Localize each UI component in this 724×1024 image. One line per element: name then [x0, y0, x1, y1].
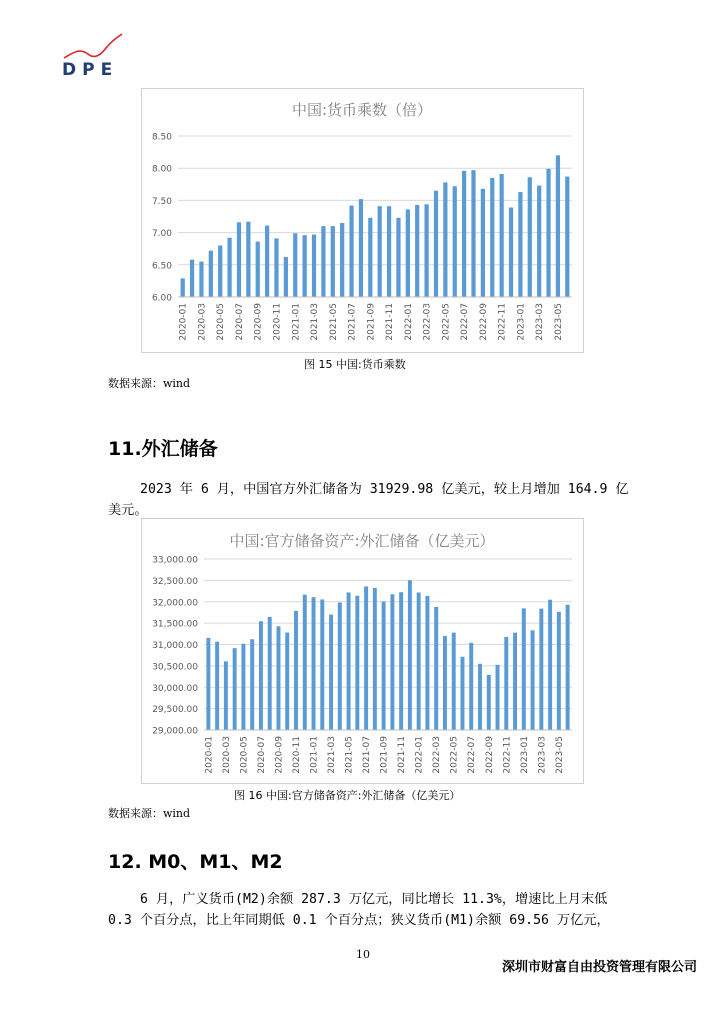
bar: [566, 605, 570, 730]
bar: [256, 242, 260, 297]
bar: [462, 171, 466, 297]
paragraph-line: 0.3 个百分点，比上年同期低 0.1 个百分点；狭义货币(M1)余额 69.56 万亿元，: [108, 913, 610, 928]
bar: [548, 600, 552, 730]
paragraph-line: 美元。: [108, 503, 148, 518]
chart-caption-15: 图 15 中国:货币乘数: [304, 358, 406, 371]
section-heading-forex: 11.外汇储备: [108, 438, 218, 460]
data-source-1: 数据来源：wind: [108, 377, 191, 390]
logo-text: DPE: [62, 60, 119, 80]
data-source-2: 数据来源：wind: [108, 807, 191, 820]
x-tick-label: 2023-03: [535, 303, 546, 341]
bar: [504, 637, 508, 730]
bar: [340, 223, 344, 297]
bar: [329, 615, 333, 730]
bar: [284, 257, 288, 297]
x-tick-label: 2023-05: [553, 303, 564, 341]
x-tick-label: 2022-07: [460, 303, 471, 341]
bar: [227, 238, 231, 297]
bar: [522, 608, 526, 730]
bar: [461, 657, 465, 730]
bar: [265, 226, 269, 297]
section-heading-money-supply: 12. M0、M1、M2: [108, 851, 283, 873]
paragraph-line: 2023 年 6 月，中国官方外汇储备为 31929.98 亿美元，较上月增加 164.9 亿: [140, 482, 629, 497]
y-tick-label: 6.50: [151, 261, 172, 272]
bar: [303, 595, 307, 730]
x-tick-label: 2020-11: [272, 303, 283, 341]
x-tick-label: 2021-07: [347, 303, 358, 341]
y-tick-label: 8.00: [151, 164, 172, 175]
bar: [557, 612, 561, 730]
y-tick-label: 33,000.00: [152, 555, 198, 566]
y-tick-label: 30,000.00: [152, 683, 198, 694]
x-tick-label: 2021-01: [309, 736, 320, 774]
bar: [539, 609, 543, 730]
x-tick-label: 2021-11: [385, 303, 396, 341]
bar: [246, 222, 250, 297]
x-tick-label: 2022-09: [484, 736, 495, 774]
y-tick-label: 29,000.00: [152, 726, 198, 737]
x-tick-label: 2022-11: [502, 736, 513, 774]
bar: [368, 218, 372, 297]
x-tick-label: 2020-07: [256, 736, 267, 774]
x-tick-label: 2022-05: [441, 303, 452, 341]
forex-reserves-chart: [141, 518, 584, 784]
bar: [528, 177, 532, 297]
x-tick-label: 2020-01: [178, 303, 189, 341]
bar: [390, 594, 394, 730]
x-tick-label: 2021-11: [397, 736, 408, 774]
bar: [215, 642, 219, 730]
bar: [359, 199, 363, 297]
bar: [565, 177, 569, 297]
y-tick-label: 7.50: [151, 196, 172, 207]
company-logo: [60, 30, 130, 80]
bar: [509, 207, 513, 297]
bar: [312, 235, 316, 297]
x-tick-label: 2022-03: [422, 303, 433, 341]
paragraph-line: 6 月，广义货币(M2)余额 287.3 万亿元，同比增长 11.3%，增速比上月末低: [140, 892, 608, 907]
x-tick-label: 2023-03: [537, 736, 548, 774]
bar: [190, 260, 194, 297]
x-tick-label: 2022-07: [467, 736, 478, 774]
bar: [531, 630, 535, 730]
bar: [312, 597, 316, 730]
y-tick-label: 29,500.00: [152, 705, 198, 716]
bar: [347, 592, 351, 730]
bar: [513, 633, 517, 730]
bar: [496, 665, 500, 730]
x-tick-label: 2020-07: [234, 303, 245, 341]
bar: [415, 205, 419, 297]
x-tick-label: 2021-09: [379, 736, 390, 774]
bar: [453, 186, 457, 297]
bar: [406, 209, 410, 297]
bar: [378, 206, 382, 297]
bar: [425, 596, 429, 730]
bar: [294, 611, 298, 730]
x-tick-label: 2022-09: [478, 303, 489, 341]
x-tick-label: 2022-11: [497, 303, 508, 341]
forex-reserves-chart-svg: [142, 519, 583, 783]
y-tick-label: 7.00: [151, 229, 172, 240]
bar: [399, 592, 403, 730]
bar: [268, 617, 272, 730]
y-tick-label: 31,500.00: [152, 619, 198, 630]
bar: [331, 226, 335, 297]
bar: [259, 621, 263, 730]
x-tick-label: 2020-03: [197, 303, 208, 341]
bar: [546, 169, 550, 297]
bar: [396, 218, 400, 297]
bar: [285, 633, 289, 730]
x-tick-label: 2022-01: [414, 736, 425, 774]
footer-company-name: 深圳市财富自由投资管理有限公司: [502, 960, 698, 975]
x-tick-label: 2021-05: [328, 303, 339, 341]
bar: [481, 189, 485, 297]
bar: [218, 245, 222, 297]
x-tick-label: 2020-01: [204, 736, 215, 774]
x-tick-label: 2023-05: [554, 736, 565, 774]
bar: [443, 182, 447, 297]
bar: [277, 626, 281, 730]
x-tick-label: 2021-07: [362, 736, 373, 774]
bar: [355, 596, 359, 730]
bar: [452, 633, 456, 730]
bar: [338, 603, 342, 730]
x-tick-label: 2021-03: [327, 736, 338, 774]
bar: [443, 636, 447, 730]
y-tick-label: 32,000.00: [152, 598, 198, 609]
bar: [373, 588, 377, 730]
x-tick-label: 2020-03: [221, 736, 232, 774]
x-tick-label: 2020-05: [216, 303, 227, 341]
bar: [434, 607, 438, 730]
x-tick-label: 2020-11: [292, 736, 302, 774]
y-tick-label: 8.50: [151, 132, 172, 143]
bar: [490, 178, 494, 297]
bar: [274, 238, 278, 297]
bar: [321, 226, 325, 297]
chart-title: 中国:官方储备资产:外汇储备（亿美元）: [229, 532, 495, 550]
bar: [224, 661, 228, 730]
bar: [199, 262, 203, 297]
bar: [206, 638, 210, 730]
bar: [537, 186, 541, 297]
bar: [487, 675, 491, 730]
bar: [471, 170, 475, 297]
bar: [237, 222, 241, 297]
bar: [209, 251, 213, 297]
bar: [556, 155, 560, 297]
bar: [518, 192, 522, 297]
bar: [500, 174, 504, 297]
bar: [349, 206, 353, 297]
bar: [434, 191, 438, 297]
x-tick-label: 2021-09: [366, 303, 377, 341]
bar: [181, 278, 185, 297]
money-multiplier-chart: [141, 88, 584, 353]
chart-title: 中国:货币乘数（倍）: [291, 101, 433, 119]
bar: [478, 664, 482, 730]
bar: [382, 601, 386, 730]
x-tick-label: 2023-01: [516, 303, 527, 341]
x-tick-label: 2020-05: [239, 736, 250, 774]
x-tick-label: 2021-03: [310, 303, 321, 341]
bar: [241, 644, 245, 730]
x-tick-label: 2022-05: [449, 736, 460, 774]
x-tick-label: 2021-05: [344, 736, 355, 774]
bar: [233, 648, 237, 730]
bar: [469, 643, 473, 730]
bar: [387, 206, 391, 297]
money-multiplier-chart-svg: [142, 89, 583, 352]
x-tick-label: 2022-03: [432, 736, 443, 774]
bar: [417, 593, 421, 730]
x-tick-label: 2020-09: [253, 303, 264, 341]
x-tick-label: 2022-01: [403, 303, 414, 341]
x-tick-label: 2023-01: [519, 736, 530, 774]
bar: [303, 235, 307, 297]
x-tick-label: 2020-09: [274, 736, 285, 774]
y-tick-label: 31,000.00: [152, 641, 198, 651]
bar: [250, 639, 254, 730]
bar: [424, 204, 428, 297]
bar: [293, 233, 297, 297]
bar: [320, 599, 324, 730]
y-tick-label: 6.00: [151, 293, 172, 304]
y-tick-label: 32,500.00: [152, 576, 198, 587]
page-number: 10: [356, 948, 370, 961]
chart-caption-16: 图 16 中国:官方储备资产:外汇储备（亿美元）: [234, 789, 461, 802]
x-tick-label: 2021-01: [291, 303, 302, 341]
bar: [364, 586, 368, 730]
bar: [408, 580, 412, 730]
y-tick-label: 30,500.00: [152, 662, 198, 673]
